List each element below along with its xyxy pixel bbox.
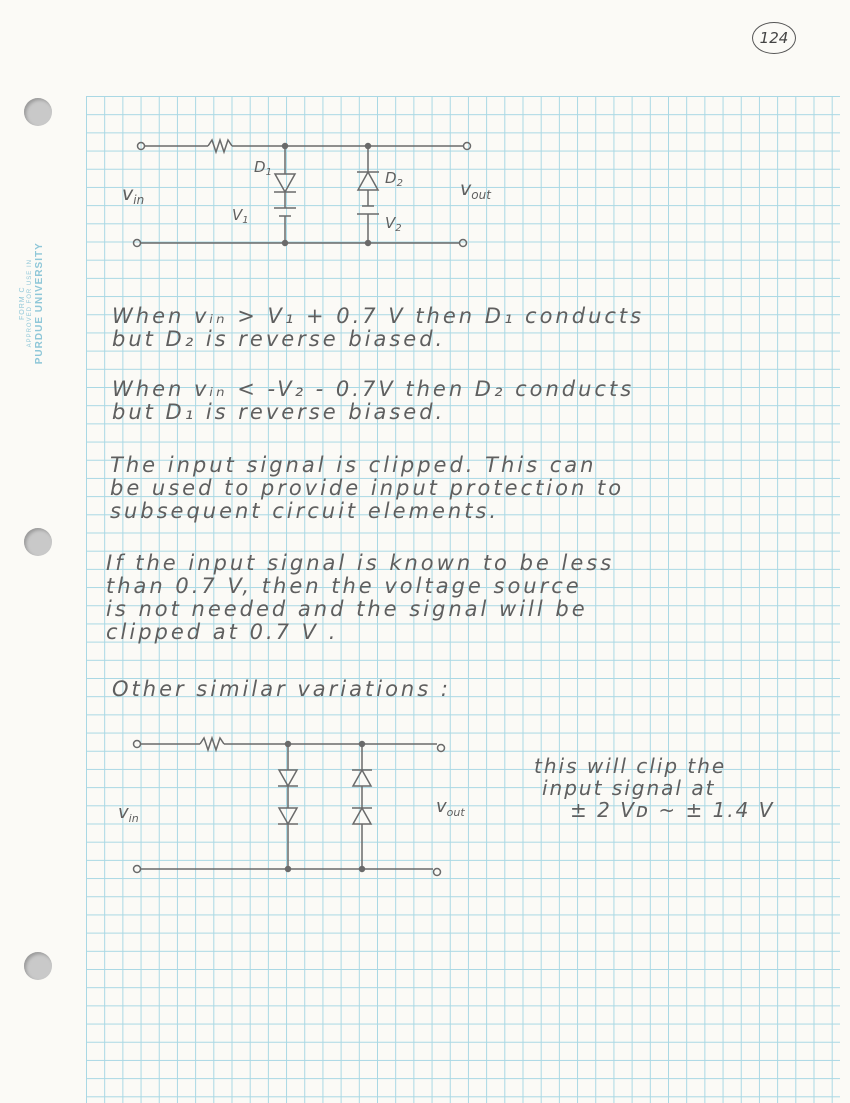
stamp-line-1: FORM C [18, 286, 26, 321]
note-line: If the input signal is known to be less [106, 551, 615, 575]
output-terminal-icon [438, 745, 445, 752]
diode-icon [353, 770, 371, 786]
binder-hole-icon [24, 952, 52, 980]
v2-label: $V_2$ [385, 214, 402, 234]
note-line: but D₁ is reverse biased. [112, 400, 446, 424]
note-line: be used to provide input protection to [110, 476, 625, 500]
v1-label: $V_1$ [232, 206, 249, 226]
resistor-icon [200, 738, 224, 750]
note-line: The input signal is clipped. This can [110, 453, 597, 477]
note-line: is not needed and the signal will be [106, 597, 588, 621]
note-line: this will clip the [534, 754, 727, 778]
note-line: When vᵢₙ < -V₂ - 0.7V then D₂ conducts [112, 377, 635, 401]
vin-label-2: $v_{in}$ [118, 802, 139, 825]
note-line: clipped at 0.7 V . [106, 620, 339, 644]
page-number: 124 [752, 22, 796, 54]
diode-icon [353, 808, 371, 824]
diode-icon [279, 808, 297, 824]
stamp-line-2: APPROVED FOR USE IN [26, 259, 33, 348]
circuit-2-note [534, 755, 774, 821]
stamp-line-3: PURDUE UNIVERSITY [33, 242, 45, 365]
note-line: subsequent circuit elements. [110, 499, 500, 523]
d2-label: $D_2$ [385, 169, 403, 189]
note-line: Other similar variations : [112, 677, 451, 701]
vin-label-1: $v_{in}$ [122, 183, 145, 207]
diode-icon [279, 770, 297, 786]
note-line: input signal at [542, 776, 716, 800]
vout-label-1: $v_{out}$ [460, 178, 491, 202]
note-line: ± 2 Vᴅ ~ ± 1.4 V [570, 798, 775, 822]
vout-label-2: $v_{out}$ [436, 796, 465, 819]
d1-label: $D_1$ [254, 158, 272, 178]
note-line: but D₂ is reverse biased. [112, 327, 446, 351]
input-terminal-icon [134, 741, 141, 748]
note-line: When vᵢₙ > V₁ + 0.7 V then D₁ conducts [112, 304, 645, 328]
note-line: than 0.7 V, then the voltage source [106, 574, 582, 598]
